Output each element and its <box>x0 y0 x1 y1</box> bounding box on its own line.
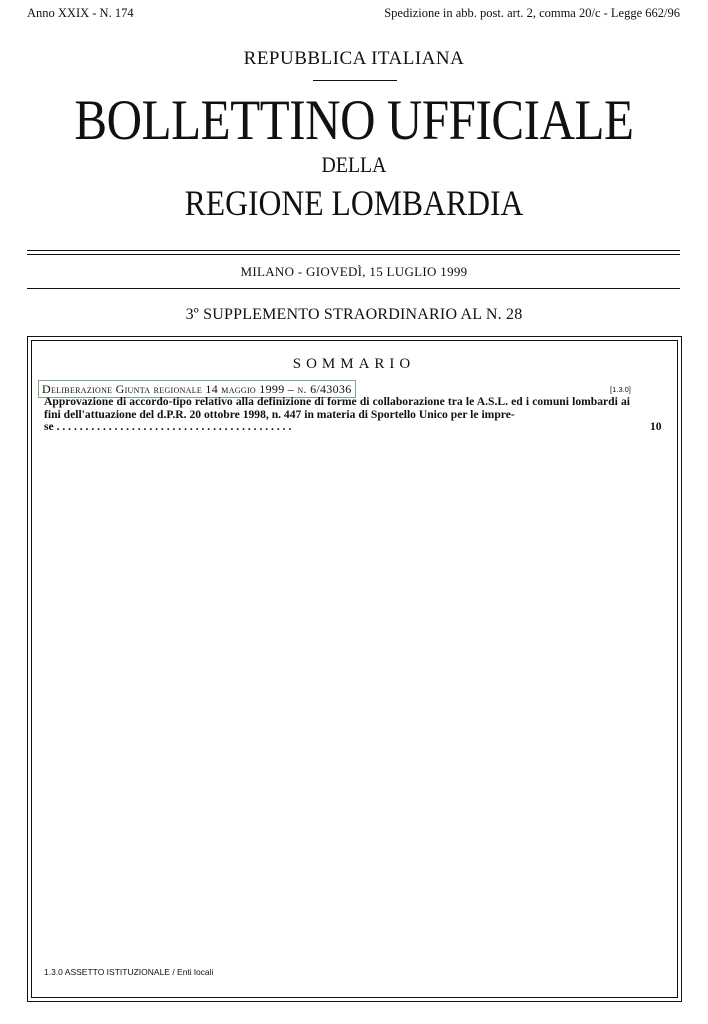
entry-description: Approvazione di accordo-tipo relativo alla definizione di forme di collaborazione tra le A.S.L. ed i comuni lombardi ai fini dell'attuazione del d.P.R. 20 ottobre 1998, n. 447 in materia di Sportello Unico per le impre- <box>44 395 630 421</box>
dateline: MILANO - GIOVEDÌ, 15 LUGLIO 1999 <box>240 264 468 279</box>
supplement-title: 3º SUPPLEMENTO STRAORDINARIO AL N. 28 <box>185 306 523 323</box>
dateline-rule <box>27 288 680 289</box>
della-text: DELLA <box>321 152 387 177</box>
entry-page-number[interactable]: 10 <box>650 420 662 433</box>
issue-number: Anno XXIX - N. 174 <box>27 6 134 20</box>
republic-heading: REPUBBLICA ITALIANA <box>243 48 465 69</box>
double-rule-top <box>27 250 680 251</box>
bulletin-title: BOLLETTINO UFFICIALE <box>74 89 634 152</box>
classification-code: [1.3.0] <box>610 385 631 394</box>
deliberation-link[interactable]: Deliberazione Giunta regionale 14 maggio 1999 – n. 6/43036 <box>38 380 356 398</box>
entry-text-end: se <box>44 420 54 433</box>
footer-category: 1.3.0 ASSETTO ISTITUZIONALE / Enti locali <box>44 967 214 977</box>
sommario-frame-inner <box>31 340 678 998</box>
double-rule-bottom <box>27 254 680 255</box>
heading-divider <box>313 80 397 81</box>
sommario-heading: SOMMARIO <box>292 356 416 372</box>
entry-leader: se . . . . . . . . . . . . . . . . . . . . . . . . . . . . . . . . . . . . . . . . . <box>44 420 292 433</box>
region-title: REGIONE LOMBARDIA <box>184 183 524 223</box>
postal-notice: Spedizione in abb. post. art. 2, comma 20/c - Legge 662/96 <box>384 6 680 20</box>
